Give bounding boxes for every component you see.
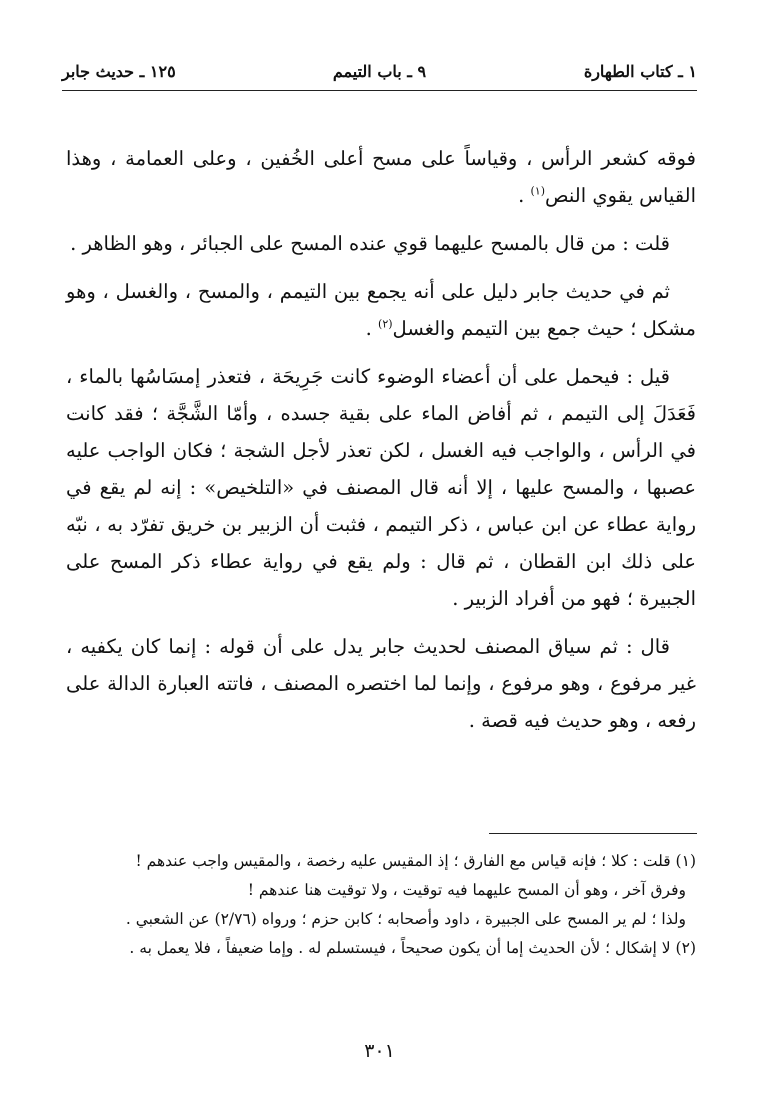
paragraph-text: قال : ثم سياق المصنف لحديث جابر يدل على أن قوله : إنما كان يكفيه ، غير مرفوع ، وهو مرفوع ، وإنما لما اختصره المصنف ، فاتته العبارة الدالة على رفعه ، وهو حديث فيه قصة . bbox=[66, 635, 696, 732]
paragraph-text: فوقه كشعر الرأس ، وقياساً على مسح أعلى الخُفين ، وعلى العمامة ، وهذا القياس يقوي النص bbox=[66, 147, 696, 207]
header-chapter-title: ٩ ـ باب التيمم bbox=[332, 62, 427, 81]
footnote-ref: (١) bbox=[530, 184, 545, 198]
running-header bbox=[62, 62, 697, 86]
paragraph bbox=[66, 628, 696, 739]
paragraph-text: قيل : فيحمل على أن أعضاء الوضوء كانت جَرِيحَة ، فتعذر إمسَاسُها بالماء ، فَعَدَلَ إلى التيمم ، ثم أفاض الماء على بقية جسده ، وأمّا الشَّجَّة ؛ فقد كانت في الرأس ، والواجب فيه الغسل ، لكن تعذر لأجل الشجة ؛ فكان الواجب عليه عصبها ، والمسح عليها ، إلا أنه قال المصنف في «التلخيص» : إنه لم يقع في رواية عطاء عن ابن عباس ، ذكر التيمم ، فثبت أن الزبير بن خريق تفرّد به ، نبّه على ذلك ابن القطان ، ثم قال : ولم يقع في رواية عطاء ذكر المسح على الجبيرة ؛ فهو من أفراد الزبير . bbox=[66, 365, 697, 610]
paragraph bbox=[66, 358, 696, 617]
footnote-ref: (٢) bbox=[378, 317, 393, 331]
paragraph bbox=[66, 273, 696, 347]
main-text bbox=[66, 140, 696, 750]
header-rule bbox=[62, 90, 697, 91]
paragraph bbox=[66, 140, 696, 214]
paragraph-end: . bbox=[518, 184, 531, 207]
header-book-title: ١ ـ كتاب الطهارة bbox=[583, 62, 697, 81]
footnote-line: ولذا ؛ لم ير المسح على الجبيرة ، داود وأصحابه ؛ كابن حزم ؛ ورواه (٢/٧٦) عن الشعبي . bbox=[125, 910, 686, 928]
paragraph-end: . bbox=[365, 317, 379, 340]
paragraph-text: ثم في حديث جابر دليل على أنه يجمع بين التيمم ، والمسح ، والغسل ، وهو مشكل ؛ حيث جمع بين التيمم والغسل bbox=[66, 280, 696, 340]
footnote-line: (٢) لا إشكال ؛ لأن الحديث إما أن يكون صحيحاً ، فيستسلم له . وإما ضعيفاً ، فلا يعمل به . bbox=[129, 939, 696, 957]
paragraph bbox=[66, 225, 696, 262]
footnote-line: وفرق آخر ، وهو أن المسح عليهما فيه توقيت ، ولا توقيت هنا عندهم ! bbox=[247, 881, 686, 899]
footnote-separator bbox=[489, 833, 697, 834]
paragraph-text: قلت : من قال بالمسح عليهما قوي عنده المسح على الجبائر ، وهو الظاهر . bbox=[70, 232, 670, 255]
header-hadith-title: ١٢٥ ـ حديث جابر bbox=[62, 62, 176, 81]
footnotes bbox=[66, 847, 696, 963]
page-number: ٣٠١ bbox=[364, 1040, 395, 1062]
footnote-line: (١) قلت : كلا ؛ فإنه قياس مع الفارق ؛ إذ المقيس عليه رخصة ، والمقيس واجب عندهم ! bbox=[135, 852, 696, 870]
